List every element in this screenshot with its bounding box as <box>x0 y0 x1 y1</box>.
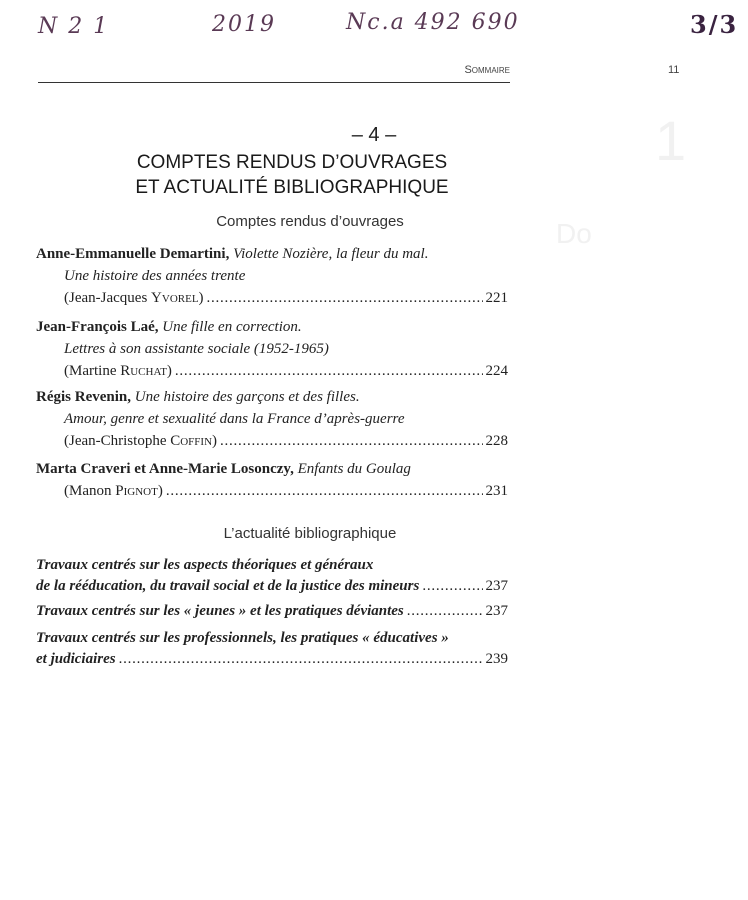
running-header <box>38 64 510 83</box>
entry-title: Une fille en correction. <box>162 319 302 335</box>
entry-author: Jean-François Laé, <box>36 319 159 335</box>
entry-author: Anne-Emmanuelle Demartini, <box>36 246 230 262</box>
entry-page: 228 <box>485 433 508 449</box>
dot-leader <box>119 649 483 670</box>
bib-line: de la rééducation, du travail social et de la justice des mineurs <box>36 578 420 594</box>
entry-reviewer-row <box>36 480 508 502</box>
entry-reviewer: (Manon Pignot) <box>64 483 163 499</box>
bibliography-entry <box>36 628 508 670</box>
dot-leader <box>166 480 483 502</box>
section-title-line: COMPTES RENDUS D’OUVRAGES <box>136 152 448 173</box>
entry-author: Marta Craveri et Anne-Marie Losonczy, <box>36 461 294 477</box>
review-entry <box>36 243 508 309</box>
bib-line: Travaux centrés sur les professionnels, les pratiques « éducatives » <box>36 630 449 646</box>
section-title <box>0 150 584 200</box>
entry-reviewer-row <box>36 430 508 452</box>
section-number: – 4 – <box>351 124 397 146</box>
review-entry <box>36 458 508 502</box>
handwritten-page-fraction: 3/3 <box>690 10 739 39</box>
entry-subtitle: Une histoire des années trente <box>64 268 246 284</box>
entry-page: 221 <box>485 290 508 306</box>
entry-subtitle: Lettres à son assistante sociale (1952-1965) <box>64 341 329 357</box>
running-title: Sommaire <box>464 64 510 76</box>
section-title-line: ET ACTUALITÉ BIBLIOGRAPHIQUE <box>135 177 449 198</box>
entry-reviewer: (Jean-Jacques Yvorel) <box>64 290 204 306</box>
handwritten-year: 2019 <box>212 12 276 37</box>
bibliography-heading: L’actualité bibliographique <box>223 525 397 542</box>
bib-page: 239 <box>485 651 508 667</box>
bib-row <box>36 649 508 670</box>
entry-reviewer-row <box>36 360 508 382</box>
dot-leader <box>407 601 483 622</box>
entry-title: Violette Nozière, la fleur du mal. <box>233 246 429 262</box>
entry-page: 224 <box>485 363 508 379</box>
review-entry <box>36 386 508 452</box>
entry-reviewer: (Jean-Christophe Coffin) <box>64 433 218 449</box>
bib-page: 237 <box>485 578 508 594</box>
entry-title: Enfants du Goulag <box>297 461 411 477</box>
bib-line: Travaux centrés sur les aspects théoriques et généraux <box>36 557 374 573</box>
reviews-heading: Comptes rendus d’ouvrages <box>216 213 404 230</box>
bib-line: et judiciaires <box>36 651 116 667</box>
bib-line: Travaux centrés sur les « jeunes » et les pratiques déviantes <box>36 603 404 619</box>
review-entry <box>36 316 508 382</box>
dot-leader <box>220 430 482 452</box>
entry-reviewer-row <box>36 287 508 309</box>
bib-row <box>36 601 508 622</box>
entry-title: Une histoire des garçons et des filles. <box>134 389 360 405</box>
show-through-mark: 1 <box>655 109 687 172</box>
bib-row <box>36 576 508 597</box>
handwritten-reference: Nc.a 492 690 <box>346 10 520 35</box>
entry-subtitle: Amour, genre et sexualité dans la France d’après-guerre <box>64 411 405 427</box>
bib-page: 237 <box>485 603 508 619</box>
dot-leader <box>175 360 483 382</box>
dot-leader <box>422 576 482 597</box>
show-through-mark: Do <box>556 218 592 249</box>
page-number: 11 <box>668 64 680 76</box>
entry-page: 231 <box>485 483 508 499</box>
bibliography-entry <box>36 555 508 597</box>
dot-leader <box>207 287 483 309</box>
bibliography-entry <box>36 601 508 622</box>
handwritten-note: N 2 1 <box>38 14 110 39</box>
entry-reviewer: (Martine Ruchat) <box>64 363 172 379</box>
entry-author: Régis Revenin, <box>36 389 131 405</box>
